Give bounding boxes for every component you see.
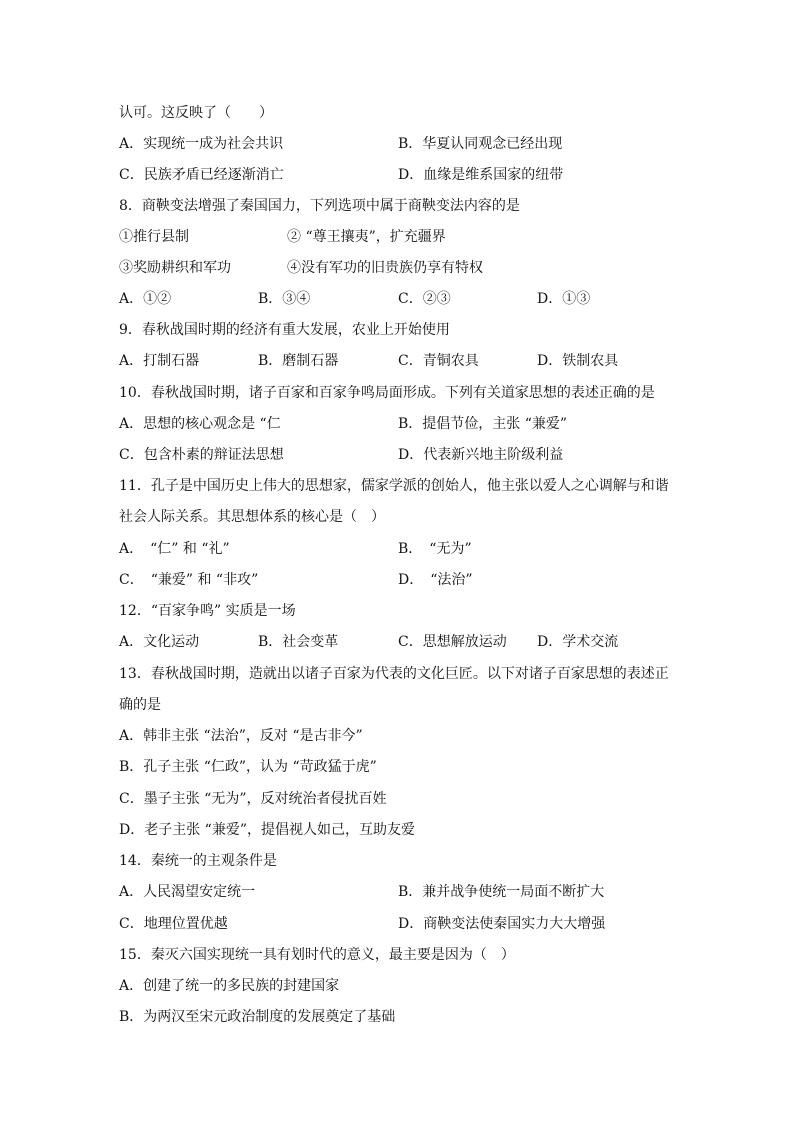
q8-statement-2: ② “尊王攘夷”，扩充疆界 [287, 229, 446, 245]
q11-option-d: D． “法治” [398, 572, 473, 588]
q8-statement-4: ④没有军功的旧贵族仍享有特权 [287, 260, 483, 276]
q9-stem: 9．春秋战国时期的经济有重大发展，农业上开始使用 [119, 322, 450, 338]
q7-option-d: D．血缘是维系国家的纽带 [398, 167, 564, 183]
q13-option-a: A．韩非主张 “法治”，反对 “是古非今” [119, 728, 363, 744]
q12-option-b: B．社会变革 [258, 634, 339, 650]
q8-option-a: A．①② [119, 291, 172, 307]
q10-stem: 10．春秋战国时期，诸子百家和百家争鸣局面形成。下列有关道家思想的表述正确的是 [119, 385, 655, 401]
q10-option-c: C．包含朴素的辩证法思想 [119, 447, 284, 463]
q12-option-a: A．文化运动 [119, 634, 200, 650]
q11-option-a: A． “仁” 和 “礼” [119, 541, 230, 557]
q12-option-c: C．思想解放运动 [398, 634, 507, 650]
q15-option-a: A．创建了统一的多民族的封建国家 [119, 978, 340, 994]
q14-option-c: C．地理位置优越 [119, 916, 228, 932]
q9-option-a: A．打制石器 [119, 353, 200, 369]
q13-option-d: D．老子主张 “兼爱”，提倡视人如己，互助友爱 [119, 822, 415, 838]
q11-stem-line-2: 社会人际关系。其思想体系的核心是（ ） [119, 509, 385, 525]
q13-stem-line-2: 确的是 [119, 697, 161, 713]
q10-option-b: B．提倡节俭，主张 “兼爱” [398, 416, 568, 432]
q11-option-c: C． “兼爱” 和 “非攻” [119, 572, 259, 588]
q7-option-a: A．实现统一成为社会共识 [119, 136, 284, 152]
q12-stem: 12．“百家争鸣” 实质是一场 [119, 603, 296, 619]
q14-stem: 14．秦统一的主观条件是 [119, 853, 277, 869]
q7-option-b: B．华夏认同观念已经出现 [398, 136, 563, 152]
q9-option-b: B．磨制石器 [258, 353, 339, 369]
q8-stem: 8．商鞅变法增强了秦国国力，下列选项中属于商鞅变法内容的是 [119, 198, 520, 214]
q12-option-d: D．学术交流 [537, 634, 619, 650]
q13-stem-line-1: 13．春秋战国时期，造就出以诸子百家为代表的文化巨匠。以下对诸子百家思想的表述正 [119, 666, 669, 682]
q9-option-d: D．铁制农具 [537, 353, 619, 369]
q13-option-b: B．孔子主张 “仁政”，认为 “苛政猛于虎” [119, 759, 377, 775]
q11-option-b: B． “无为” [398, 541, 472, 557]
q11-stem-line-1: 11．孔子是中国历史上伟大的思想家，儒家学派的创始人，他主张以爱人之心调解与和谐 [119, 478, 669, 494]
q15-stem: 15．秦灭六国实现统一具有划时代的意义，最主要是因为（ ） [119, 947, 515, 963]
q14-option-a: A．人民渴望安定统一 [119, 884, 256, 900]
q8-statement-1: ①推行县制 [119, 229, 189, 245]
q15-option-b: B．为两汉至宋元政治制度的发展奠定了基础 [119, 1009, 396, 1025]
q8-option-d: D．①③ [537, 291, 591, 307]
q14-option-b: B．兼并战争使统一局面不断扩大 [398, 884, 605, 900]
q10-option-d: D．代表新兴地主阶级利益 [398, 447, 564, 463]
q7-option-c: C．民族矛盾已经逐渐消亡 [119, 167, 284, 183]
q14-option-d: D．商鞅变法使秦国实力大大增强 [398, 916, 606, 932]
q10-option-a: A．思想的核心观念是 “仁 [119, 416, 281, 432]
q8-option-c: C．②③ [398, 291, 451, 307]
q9-option-c: C．青铜农具 [398, 353, 479, 369]
q13-option-c: C．墨子主张 “无为”，反对统治者侵扰百姓 [119, 791, 387, 807]
q8-option-b: B．③④ [258, 291, 311, 307]
q8-statement-3: ③奖励耕织和军功 [119, 260, 231, 276]
question-7-stem-continuation: 认可。这反映了（ ） [119, 105, 273, 121]
